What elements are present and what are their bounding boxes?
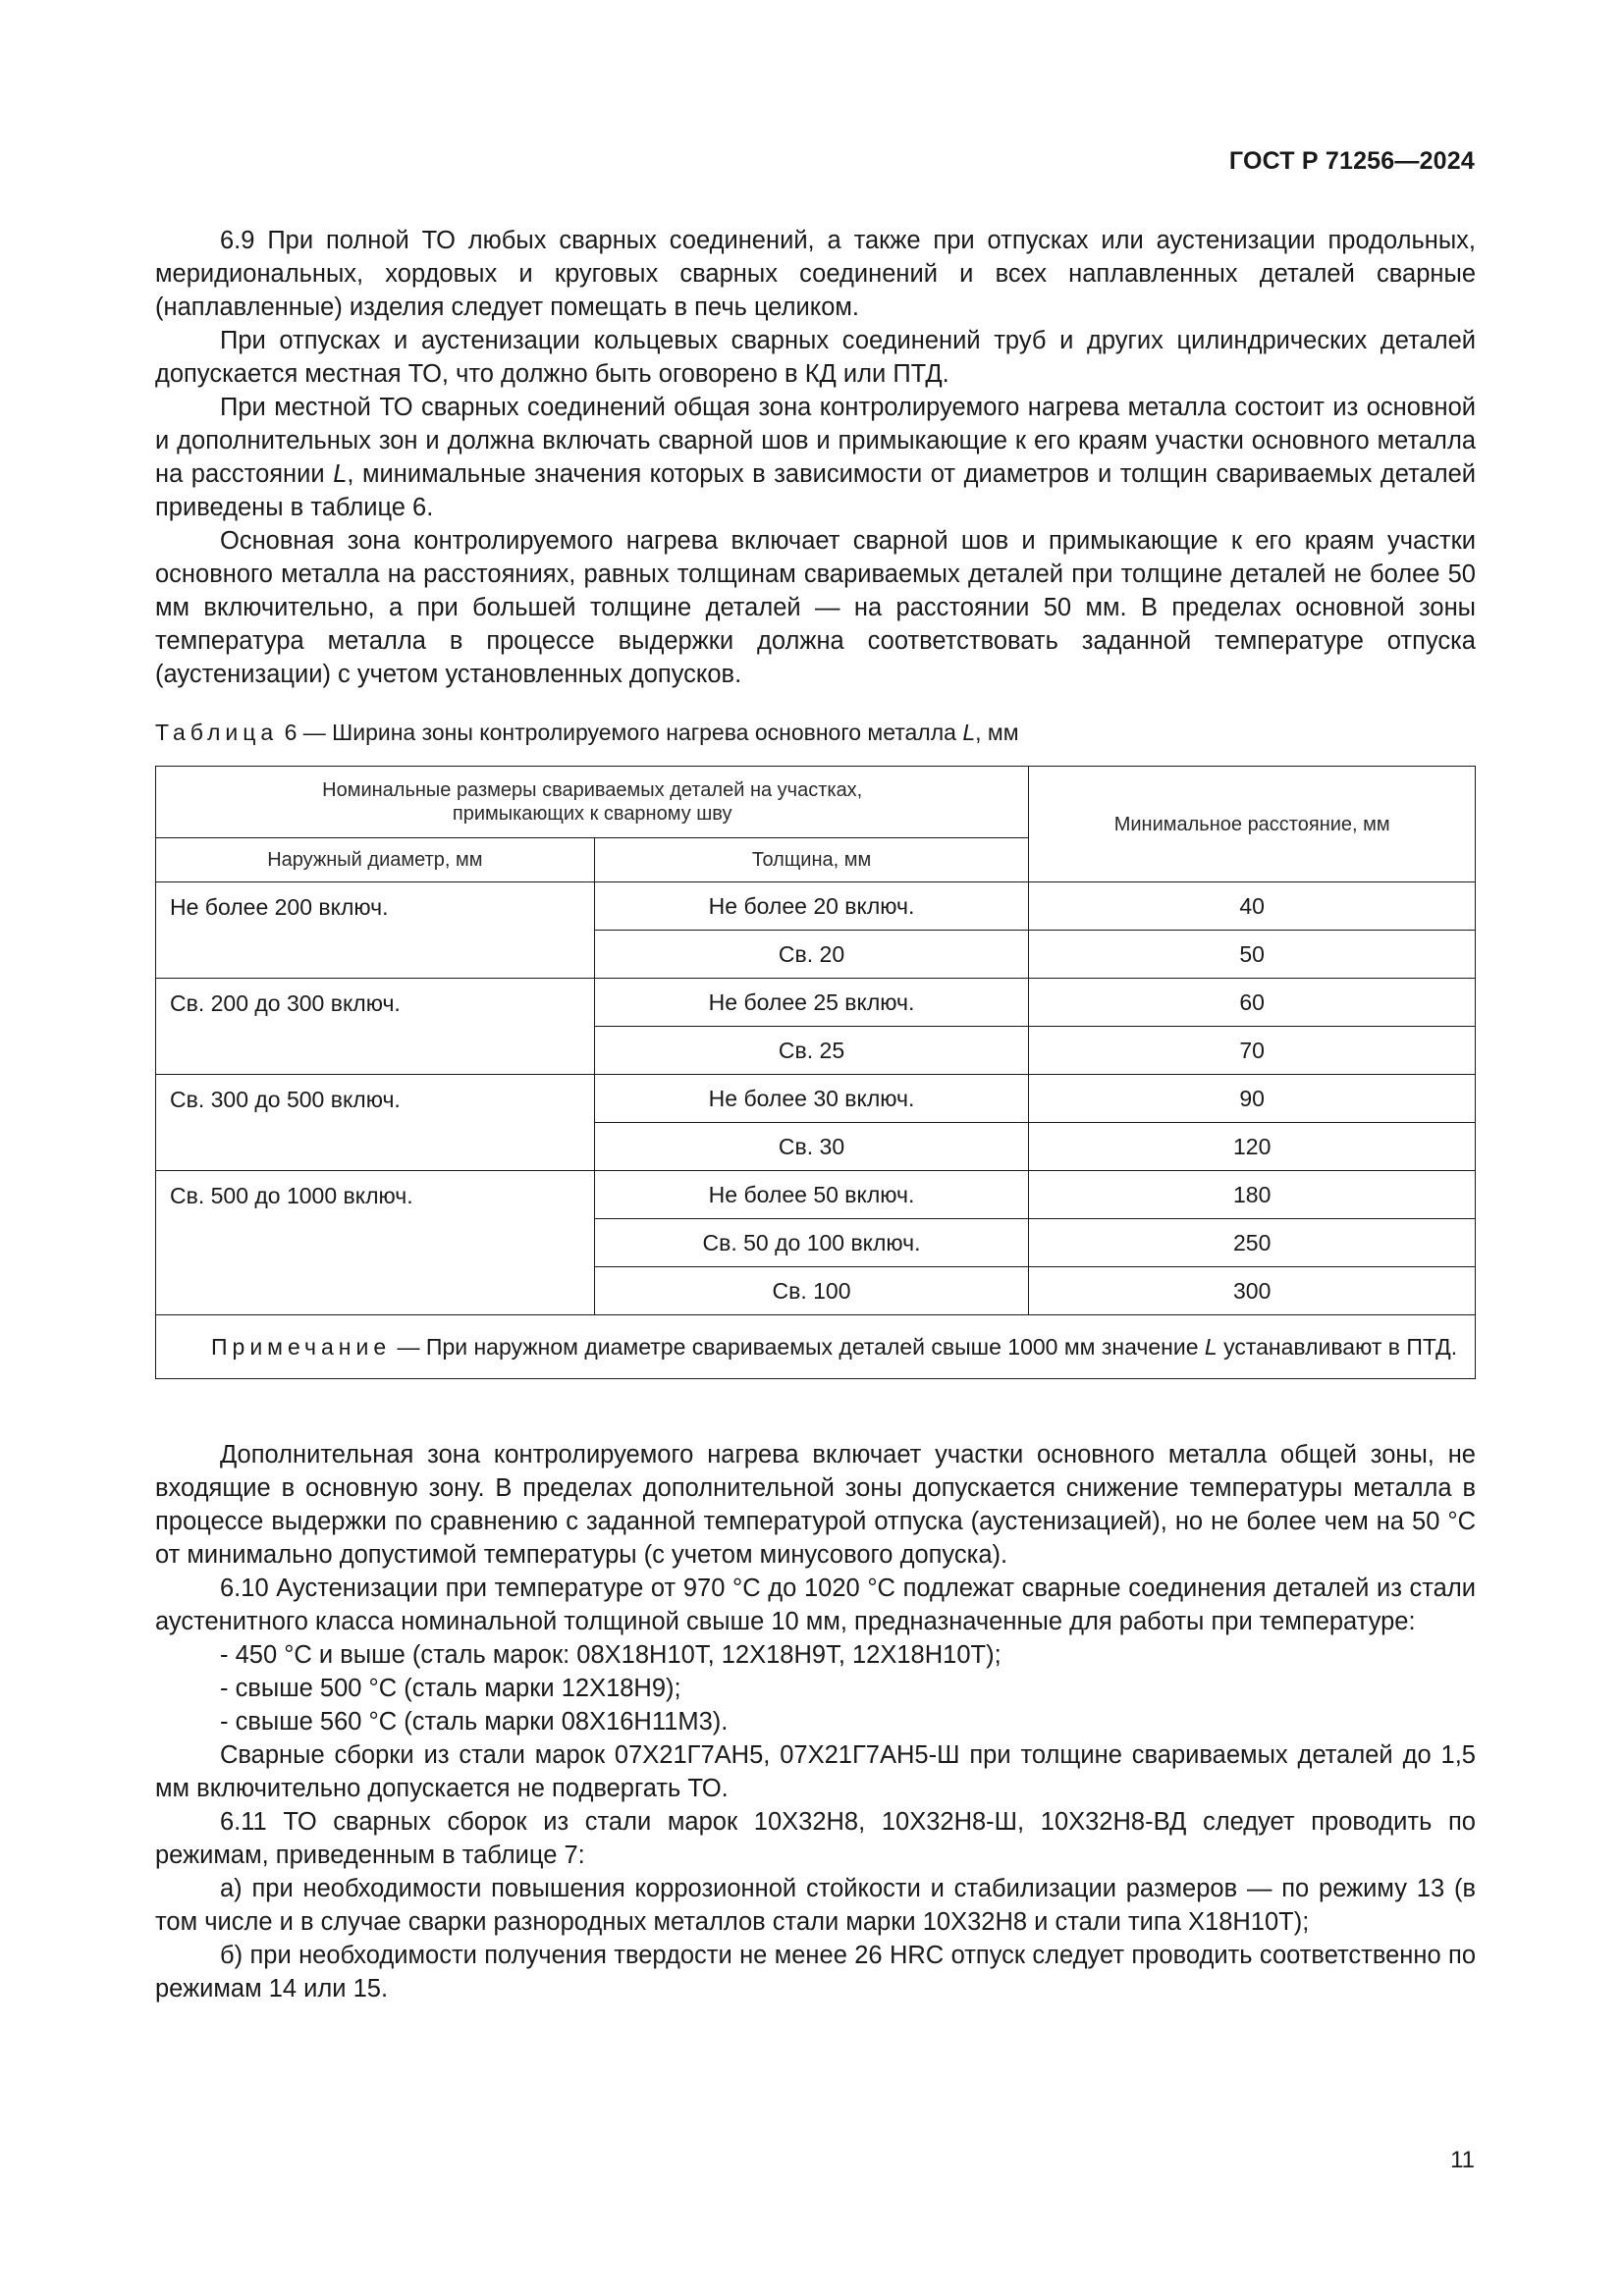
min-distance-cell: 250 bbox=[1029, 1219, 1476, 1267]
diameter-cell: Св. 200 до 300 включ. bbox=[156, 979, 595, 1075]
paragraph-6-11: 6.11 ТО сварных сборок из стали марок 10Х32Н8, 10Х32Н8-Ш, 10Х32Н8-ВД следует проводить по режимам, приведенным в таблице 7: bbox=[155, 1808, 1476, 1869]
table-header-thickness: Толщина, мм bbox=[594, 838, 1029, 882]
thickness-cell: Не более 25 включ. bbox=[594, 979, 1029, 1027]
paragraph-local-heat-treatment: При отпусках и аустенизации кольцевых сварных соединений труб и других цилиндрических деталей допускается местная ТО, что должно быть оговорено в КД или ПТД. bbox=[155, 327, 1476, 388]
min-distance-cell: 120 bbox=[1029, 1123, 1476, 1171]
paragraph-welded-assemblies: Сварные сборки из стали марок 07Х21Г7АН5, 07Х21Г7АН5-Ш при толщине свариваемых деталей до 1,5 мм включительно допускается не подвергать ТО. bbox=[155, 1741, 1476, 1802]
table-row bbox=[156, 1171, 1476, 1219]
diameter-cell: Св. 300 до 500 включ. bbox=[156, 1075, 595, 1171]
table-header-diameter: Наружный диаметр, мм bbox=[156, 838, 595, 882]
min-distance-cell: 70 bbox=[1029, 1027, 1476, 1075]
list-item-a: а) при необходимости повышения коррозионной стойкости и стабилизации размеров — по режиму 13 (в том числе и в случае сварки разнородных металлов стали марки 10Х32Н8 и стали типа Х18Н10Т); bbox=[155, 1875, 1476, 1936]
thickness-cell: Не более 20 включ. bbox=[594, 882, 1029, 931]
min-distance-cell: 60 bbox=[1029, 979, 1476, 1027]
document-header: ГОСТ Р 71256—2024 bbox=[1228, 147, 1475, 175]
intro-text bbox=[155, 224, 1476, 691]
diameter-cell: Св. 500 до 1000 включ. bbox=[156, 1171, 595, 1315]
page-number: 11 bbox=[1450, 2147, 1475, 2173]
thickness-cell: Св. 20 bbox=[594, 931, 1029, 979]
table-row bbox=[156, 1075, 1476, 1123]
list-item: - свыше 500 °С (сталь марки 12Х18Н9); bbox=[220, 1675, 681, 1702]
paragraph-6-10: 6.10 Аустенизации при температуре от 970 °С до 1020 °С подлежат сварные соединения деталей из стали аустенитного класса номинальной толщиной свыше 10 мм, предназначенные для работы при температуре: bbox=[155, 1575, 1476, 1635]
table-caption: Таблица 6 — Ширина зоны контролируемого нагрева основного металла L, мм bbox=[155, 720, 1019, 745]
min-distance-cell: 90 bbox=[1029, 1075, 1476, 1123]
table-note: Примечание — При наружном диаметре свариваемых деталей свыше 1000 мм значение L устанавливают в ПТД. bbox=[156, 1315, 1476, 1379]
thickness-cell: Св. 25 bbox=[594, 1027, 1029, 1075]
thickness-cell: Не более 50 включ. bbox=[594, 1171, 1029, 1219]
table-header-group: Номинальные размеры свариваемых деталей на участках, примыкающих к сварному шву bbox=[156, 767, 1029, 838]
thickness-cell: Св. 100 bbox=[594, 1267, 1029, 1315]
table-6 bbox=[155, 766, 1476, 1379]
paragraph-main-zone: Основная зона контролируемого нагрева включает сварной шов и примыкающие к его краям участки основного металла на расстояниях, равных толщинам свариваемых деталей при толщине деталей не более 50 мм включительно, а при большей толщине деталей — на расстоянии 50 мм. В пределах основной зоны температура металла в процессе выдержки должна соответствовать заданной температуре отпуска (аустенизации) с учетом установленных допусков. bbox=[155, 527, 1476, 688]
list-item: - свыше 560 °С (сталь марки 08Х16Н11М3). bbox=[220, 1708, 729, 1735]
thickness-cell: Св. 50 до 100 включ. bbox=[594, 1219, 1029, 1267]
thickness-cell: Св. 30 bbox=[594, 1123, 1029, 1171]
min-distance-cell: 50 bbox=[1029, 931, 1476, 979]
table-row bbox=[156, 979, 1476, 1027]
diameter-cell: Не более 200 включ. bbox=[156, 882, 595, 979]
paragraph-6-9: 6.9 При полной ТО любых сварных соединений, а также при отпусках или аустенизации продольных, меридиональных, хордовых и круговых сварных соединений и всех наплавленных деталей сварные (наплавленные) изделия следует помещать в печь целиком. bbox=[155, 227, 1476, 321]
after-table-text bbox=[155, 1438, 1476, 2005]
table-row bbox=[156, 882, 1476, 931]
list-item: - 450 °С и выше (сталь марок: 08Х18Н10Т, 12Х18Н9Т, 12Х18Н10Т); bbox=[220, 1641, 1001, 1669]
thickness-cell: Не более 30 включ. bbox=[594, 1075, 1029, 1123]
paragraph-control-zone: При местной ТО сварных соединений общая зона контролируемого нагрева металла состоит из основной и дополнительных зон и должна включать сварной шов и примыкающие к его краям участки основного металла на расстоянии L, минимальные значения которых в зависимости от диаметров и толщин свариваемых деталей приведены в таблице 6. bbox=[155, 394, 1476, 521]
min-distance-cell: 40 bbox=[1029, 882, 1476, 931]
paragraph-additional-zone: Дополнительная зона контролируемого нагрева включает участки основного металла общей зоны, не входящие в основную зону. В пределах дополнительной зоны допускается снижение температуры металла в процессе выдержки по сравнению с заданной температурой отпуска (аустенизацией), но не более чем на 50 °С от минимально допустимой температуры (с учетом минусового допуска). bbox=[155, 1441, 1476, 1569]
min-distance-cell: 180 bbox=[1029, 1171, 1476, 1219]
list-item-b: б) при необходимости получения твердости не менее 26 HRC отпуск следует проводить соответственно по режимам 14 или 15. bbox=[155, 1942, 1476, 2002]
min-distance-cell: 300 bbox=[1029, 1267, 1476, 1315]
table-header-min-distance: Минимальное расстояние, мм bbox=[1029, 767, 1476, 882]
